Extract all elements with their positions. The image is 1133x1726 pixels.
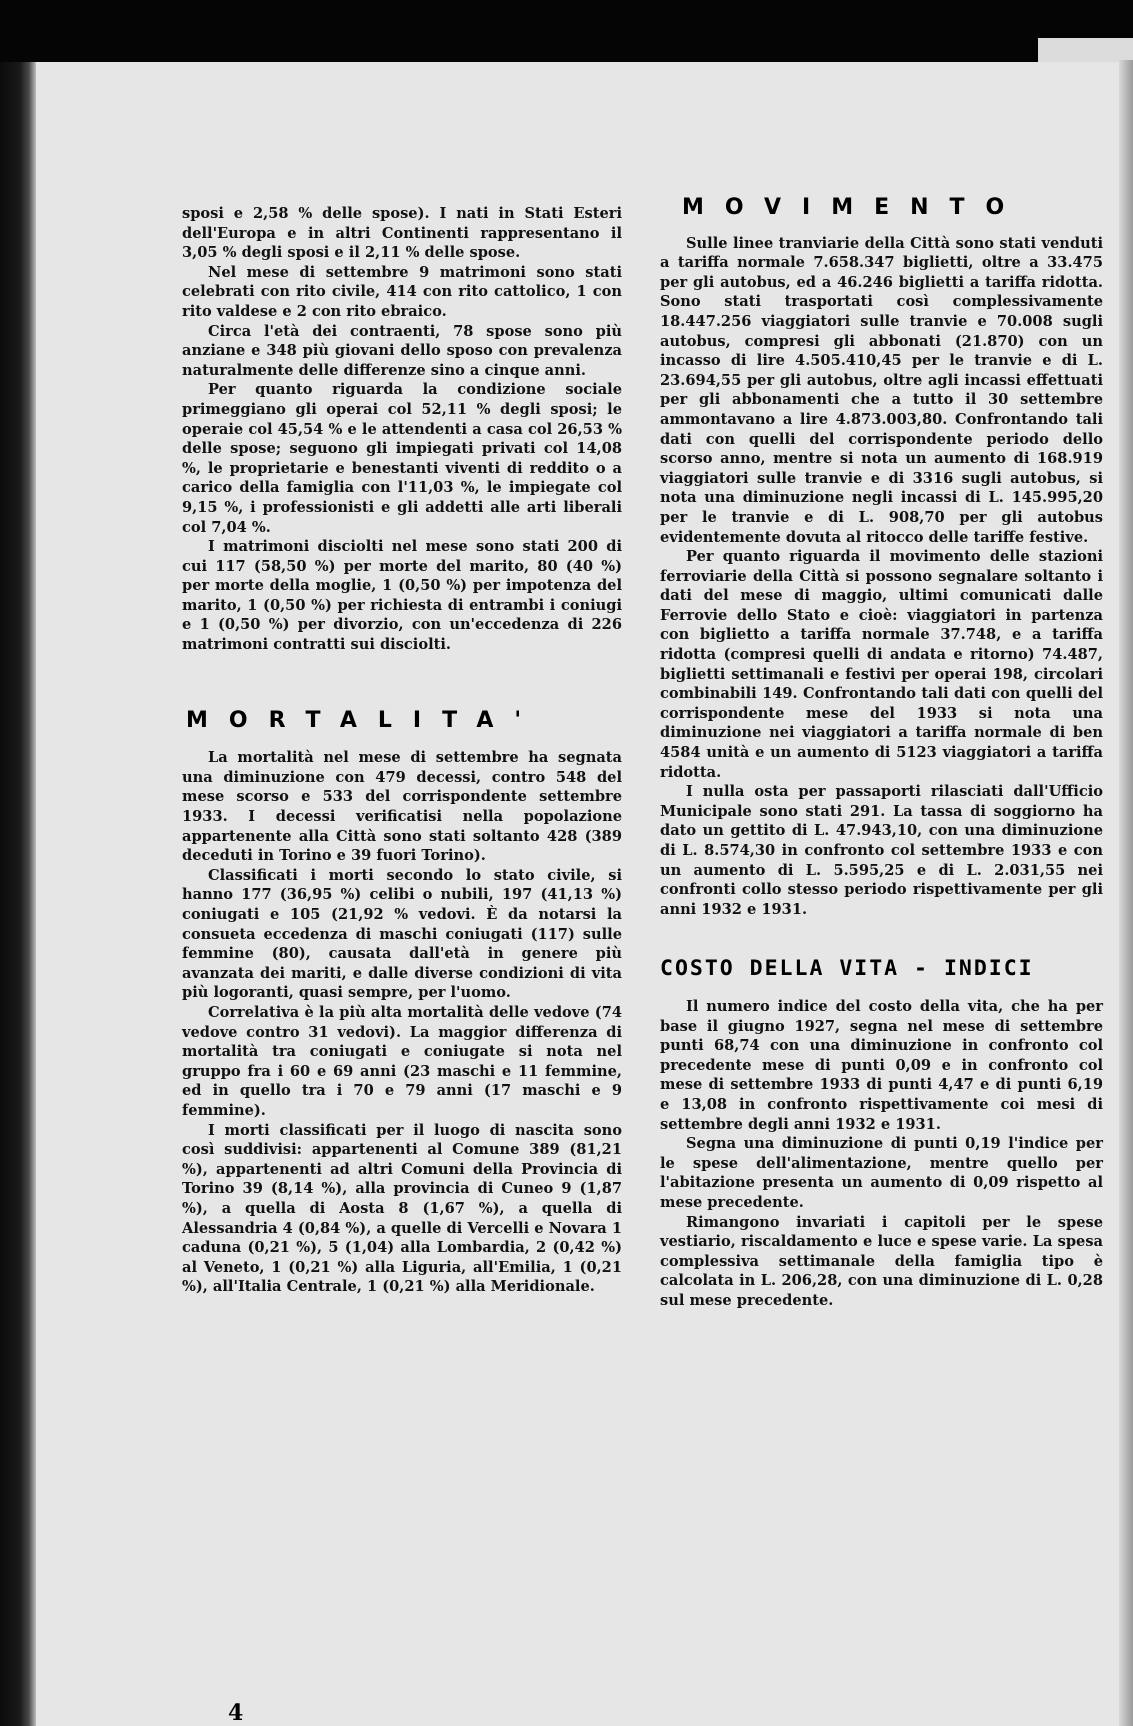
section-heading-costo-della-vita: COSTO DELLA VITA - INDICI — [660, 956, 1034, 982]
paragraph: Nel mese di settembre 9 matrimoni sono stati celebrati con rito civile, 414 con rito cattolico, 1 con rito valdese e 2 con rito ebraico. — [182, 263, 622, 320]
document-page — [36, 62, 1119, 1726]
page-number: 4 — [228, 1700, 244, 1726]
scan-right-shadow — [1119, 60, 1133, 1726]
paragraph: I morti classificati per il luogo di nascita sono così suddivisi: appartenenti al Comune 389 (81,21 %), appartenenti ad altri Comuni della Provincia di Torino 39 (8,14 %), alla provincia di Cuneo 9 (1,87 %), a quella di Aosta 8 (1,67 %), a quella di Alessandria 4 (0,84 %), a quelle di Vercelli e Novara 1 caduna (0,21 %), 5 (1,04) alla Lombardia, 2 (0,42 %) al Veneto, 1 (0,21 %) alla Liguria, all'Emilia, 1 (0,21 %), all'Italia Centrale, 1 (0,21 %) alla Meridionale. — [182, 1121, 622, 1296]
paragraph: Circa l'età dei contraenti, 78 spose sono più anziane e 348 più giovani dello sposo con prevalenza naturalmente delle differenze sino a cinque anni. — [182, 322, 622, 379]
paragraph: Sulle linee tranviarie della Città sono stati venduti a tariffa normale 7.658.347 biglietti, oltre a 33.475 per gli autobus, ed a 46.246 biglietti a tariffa ridotta. Sono stati trasportati così complessivamente 18.447.256 viaggiatori sulle tranvie e 70.008 sugli autobus, compresi gli abbonati (21.870) con un incasso di lire 4.505.410,45 per le tranvie e di L. 23.694,55 per gli autobus, oltre agli incassi effettuati per gli abbonamenti che a tutto il 30 settembre ammontavano a lire 4.873.003,80. Confrontando tali dati con quelli del corrispondente periodo dello scorso anno, mentre si nota un aumento di 168.919 viaggiatori sulle tranvie e di 3316 sugli autobus, si nota una diminuzione negli incassi di L. 145.995,20 per le tranvie e di L. 908,70 per gli autobus evidentemente dovuta al ritocco delle tariffe festive. — [660, 234, 1103, 546]
paragraph: sposi e 2,58 % delle spose). I nati in Stati Esteri dell'Europa e in altri Continenti rappresentano il 3,05 % degli sposi e il 2,11 % delle spose. — [182, 205, 622, 262]
paragraph: I nulla osta per passaporti rilasciati dall'Ufficio Municipale sono stati 291. La tassa di soggiorno ha dato un gettito di L. 47.943,10, con una diminuzione di L. 8.574,30 in confronto col settembre 1933 e con un aumento di L. 5.595,25 e di L. 2.031,55 nei confronti collo stesso periodo rispettivamente per gli anni 1932 e 1931. — [660, 783, 1103, 918]
paragraph: Classificati i morti secondo lo stato civile, si hanno 177 (36,95 %) celibi o nubili, 197 (41,13 %) coniugati e 105 (21,92 % vedovi. È da notarsi la consueta eccedenza di maschi coniugati (117) sulle femmine (80), causata dall'età in genere più avanzata dei mariti, e dalle diverse condizioni di vita più logoranti, quasi sempre, per l'uomo. — [182, 866, 622, 1002]
paragraph: Per quanto riguarda la condizione sociale primeggiano gli operai col 52,11 % degli sposi; le operaie col 45,54 % e le attendenti a casa col 26,53 % delle spose; seguono gli impiegati privati col 14,08 %, le proprietarie e benestanti viventi di reddito o a carico della famiglia con l'11,03 %, le impiegate col 9,15 %, i professionisti e gli addetti alle arti liberali col 7,04 %. — [182, 381, 622, 536]
scan-top-border — [0, 0, 1133, 62]
paragraph: Segna una diminuzione di punti 0,19 l'indice per le spese dell'alimentazione, mentre quello per l'abitazione presenta un aumento di 0,09 rispetto al mese precedente. — [660, 1135, 1103, 1211]
paragraph: Per quanto riguarda il movimento delle stazioni ferroviarie della Città si possono segnalare soltanto i dati del mese di maggio, ultimi comunicati dalle Ferrovie dello Stato e cioè: viaggiatori in partenza con biglietto a tariffa normale 37.748, e a tariffa ridotta (compresi quelli di andata e ritorno) 74.487, biglietti settimanali e festivi per operai 198, circolari combinabili 149. Confrontando tali dati con quelli del corrispondente mese del 1933 si nota una diminuzione nei viaggiatori a tariffa normale di ben 4584 unità e un aumento di 5123 viaggiatori a tariffa ridotta. — [660, 548, 1103, 781]
section-heading-mortalita: MORTALITA' — [186, 707, 543, 733]
paragraph: Il numero indice del costo della vita, che ha per base il giugno 1927, segna nel mese di settembre punti 68,74 con una diminuzione in confronto col precedente mese di punti 0,09 e in confronto col mese di settembre 1933 di punti 4,47 e di punti 6,19 e 13,08 in confronto rispettivamente coi mesi di settembre degli anni 1932 e 1931. — [660, 997, 1103, 1133]
paragraph: Correlativa è la più alta mortalità delle vedove (74 vedove contro 31 vedovi). La maggior differenza di mortalità tra coniugati e coniugate si nota nel gruppo fra i 60 e 69 anni (23 maschi e 11 femmine, ed in quello tra i 70 e 79 anni (17 maschi e 9 femmine). — [182, 1003, 622, 1119]
left-column — [182, 204, 622, 1297]
paragraph: Rimangono invariati i capitoli per le spese vestiario, riscaldamento e luce e spese varie. La spesa complessiva settimanale della famiglia tipo è calcolata in L. 206,28, con una diminuzione di L. 0,28 sul mese precedente. — [660, 1213, 1103, 1309]
right-column — [660, 195, 1103, 1310]
paragraph: I matrimoni disciolti nel mese sono stati 200 di cui 117 (58,50 %) per morte del marito, 80 (40 %) per morte della moglie, 1 (0,50 %) per impotenza del marito, 1 (0,50 %) per richiesta di entrambi i coniugi e 1 (0,50 %) per divorzio, con un'eccedenza di 226 matrimoni contratti sui disciolti. — [182, 538, 622, 654]
scan-left-border — [0, 0, 36, 1726]
paragraph: La mortalità nel mese di settembre ha segnata una diminuzione con 479 decessi, contro 548 del mese scorso e 533 del corrispondente settembre 1933. I decessi verificatisi nella popolazione appartenente alla Città sono stati soltanto 428 (389 deceduti in Torino e 39 fuori Torino). — [182, 749, 622, 865]
section-heading-movimento: MOVIMENTO — [682, 195, 1026, 220]
